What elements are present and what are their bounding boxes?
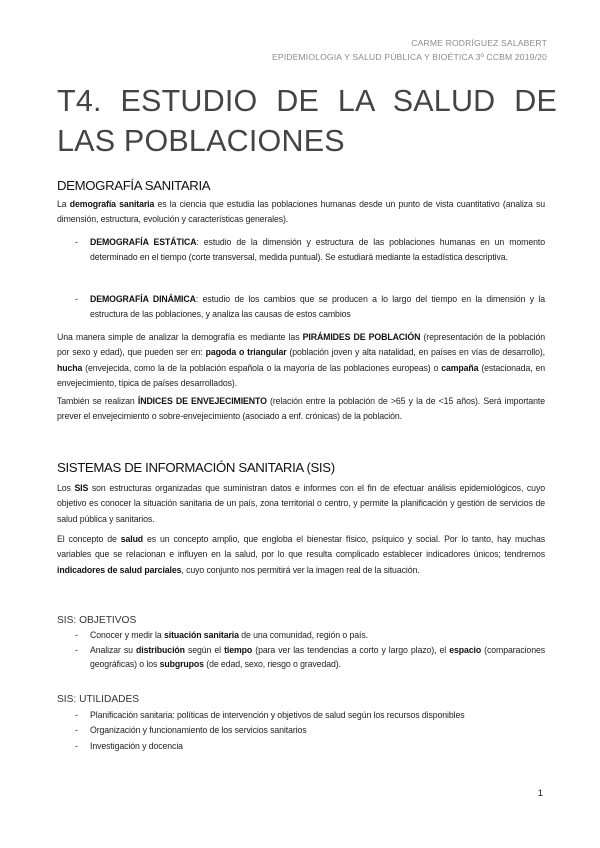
sis-intro-paragraph: Los SIS son estructuras organizadas que suministran datos e informes con el fin de efectuar análisis epidemiológicos, cuyo objetivo es conocer la situación sanitaria de un país, zona territorial o centro, y permite la planificación y gestión de servicios de salud pública y sanitarios. [57,483,545,524]
list-bullet: - [75,237,78,247]
section-heading-demografia: DEMOGRAFÍA SANITARIA [57,178,211,193]
term-demografia-estatica: DEMOGRAFÍA ESTÁTICA [90,237,197,247]
piramides-paragraph: Una manera simple de analizar la demografía es mediante las PIRÁMIDES DE POBLACIÓN (representación de la población por sexo y edad), que pueden ser en: pagoda o triangular (población joven y alta natalidad, en países en vías de desarrollo), hucha (envejecida, como la de la población española o la mayoría de las poblaciones europeas) o campaña (estacionada, en envejecimiento, típica de países desarrollados). [57,332,546,389]
indices-paragraph: También se realizan ÍNDICES DE ENVEJECIMIENTO (relación entre la población de >65 y la de <15 años). Será importante prever el envejecimiento o sobre-envejecimiento (asociado a enf. crónicas) de la población. [57,396,545,422]
subheading-objetivos: SIS: OBJETIVOS [57,615,137,626]
demografia-intro-paragraph: La demografía sanitaria es la ciencia que estudia las poblaciones humanas desde un punto de vista cuantitativo (analiza su dimensión, estructura, evolución y características generales). [57,199,545,225]
page-number: 1 [537,788,543,799]
term-demografia-sanitaria: demografía sanitaria [69,199,155,209]
header-course: EPIDEMIOLOGIA Y SALUD PÚBLICA Y BIOÉTICA 3º CCBM 2019/20 [271,52,547,62]
list-item-objetivo-1: Conocer y medir la situación sanitaria de una comunidad, región o país. [90,630,368,640]
page-title: T4. ESTUDIO DE LA SALUD DE LAS POBLACIONES [57,84,557,158]
list-item-utilidad: Planificación sanitaria: políticas de intervención y objetivos de salud según los recursos disponibles [90,710,465,720]
list-item-demografia-dinamica: DEMOGRAFÍA DINÁMICA: estudio de los cambios que se producen a lo largo del tiempo en la dimensión y la estructura de las poblaciones, y analiza las causas de estos cambios [90,294,546,320]
section-heading-sis: SISTEMAS DE INFORMACIÓN SANITARIA (SIS) [57,460,335,475]
term-demografia-dinamica: DEMOGRAFÍA DINÁMICA [90,294,196,304]
header-author: CARME RODRÍGUEZ SALABERT [411,38,547,48]
list-bullet: - [75,741,78,751]
list-bullet: - [75,645,78,655]
list-bullet: - [75,294,78,304]
salud-paragraph: El concepto de salud es un concepto amplio, que engloba el bienestar físico, psíquico y social. Por lo tanto, hay muchas variables que se relacionan e influyen en la salud, por lo que resulta complicado establecer indicadores únicos; tendremos indicadores de salud parciales, cuyo conjunto nos permitirá ver la imagen real de la situación. [57,534,545,575]
list-bullet: - [75,725,78,735]
list-bullet: - [75,710,78,720]
list-item-demografia-estatica: DEMOGRAFÍA ESTÁTICA: estudio de la dimensión y estructura de las poblaciones humanas en un momento determinado en el tiempo (corte transversal, medida puntual). Se estudiará mediante la estadística descriptiva. [90,237,545,263]
list-bullet: - [75,630,78,640]
list-item-objetivo-2: Analizar su distribución según el tiempo (para ver las tendencias a corto y largo plazo), el espacio (comparaciones geográficas) o los subgrupos (de edad, sexo, riesgo o gravedad). [90,645,546,670]
list-item-utilidad: Investigación y docencia [90,741,183,751]
list-item-utilidad: Organización y funcionamiento de los servicios sanitarios [90,725,307,735]
subheading-utilidades: SIS: UTILIDADES [57,694,140,705]
